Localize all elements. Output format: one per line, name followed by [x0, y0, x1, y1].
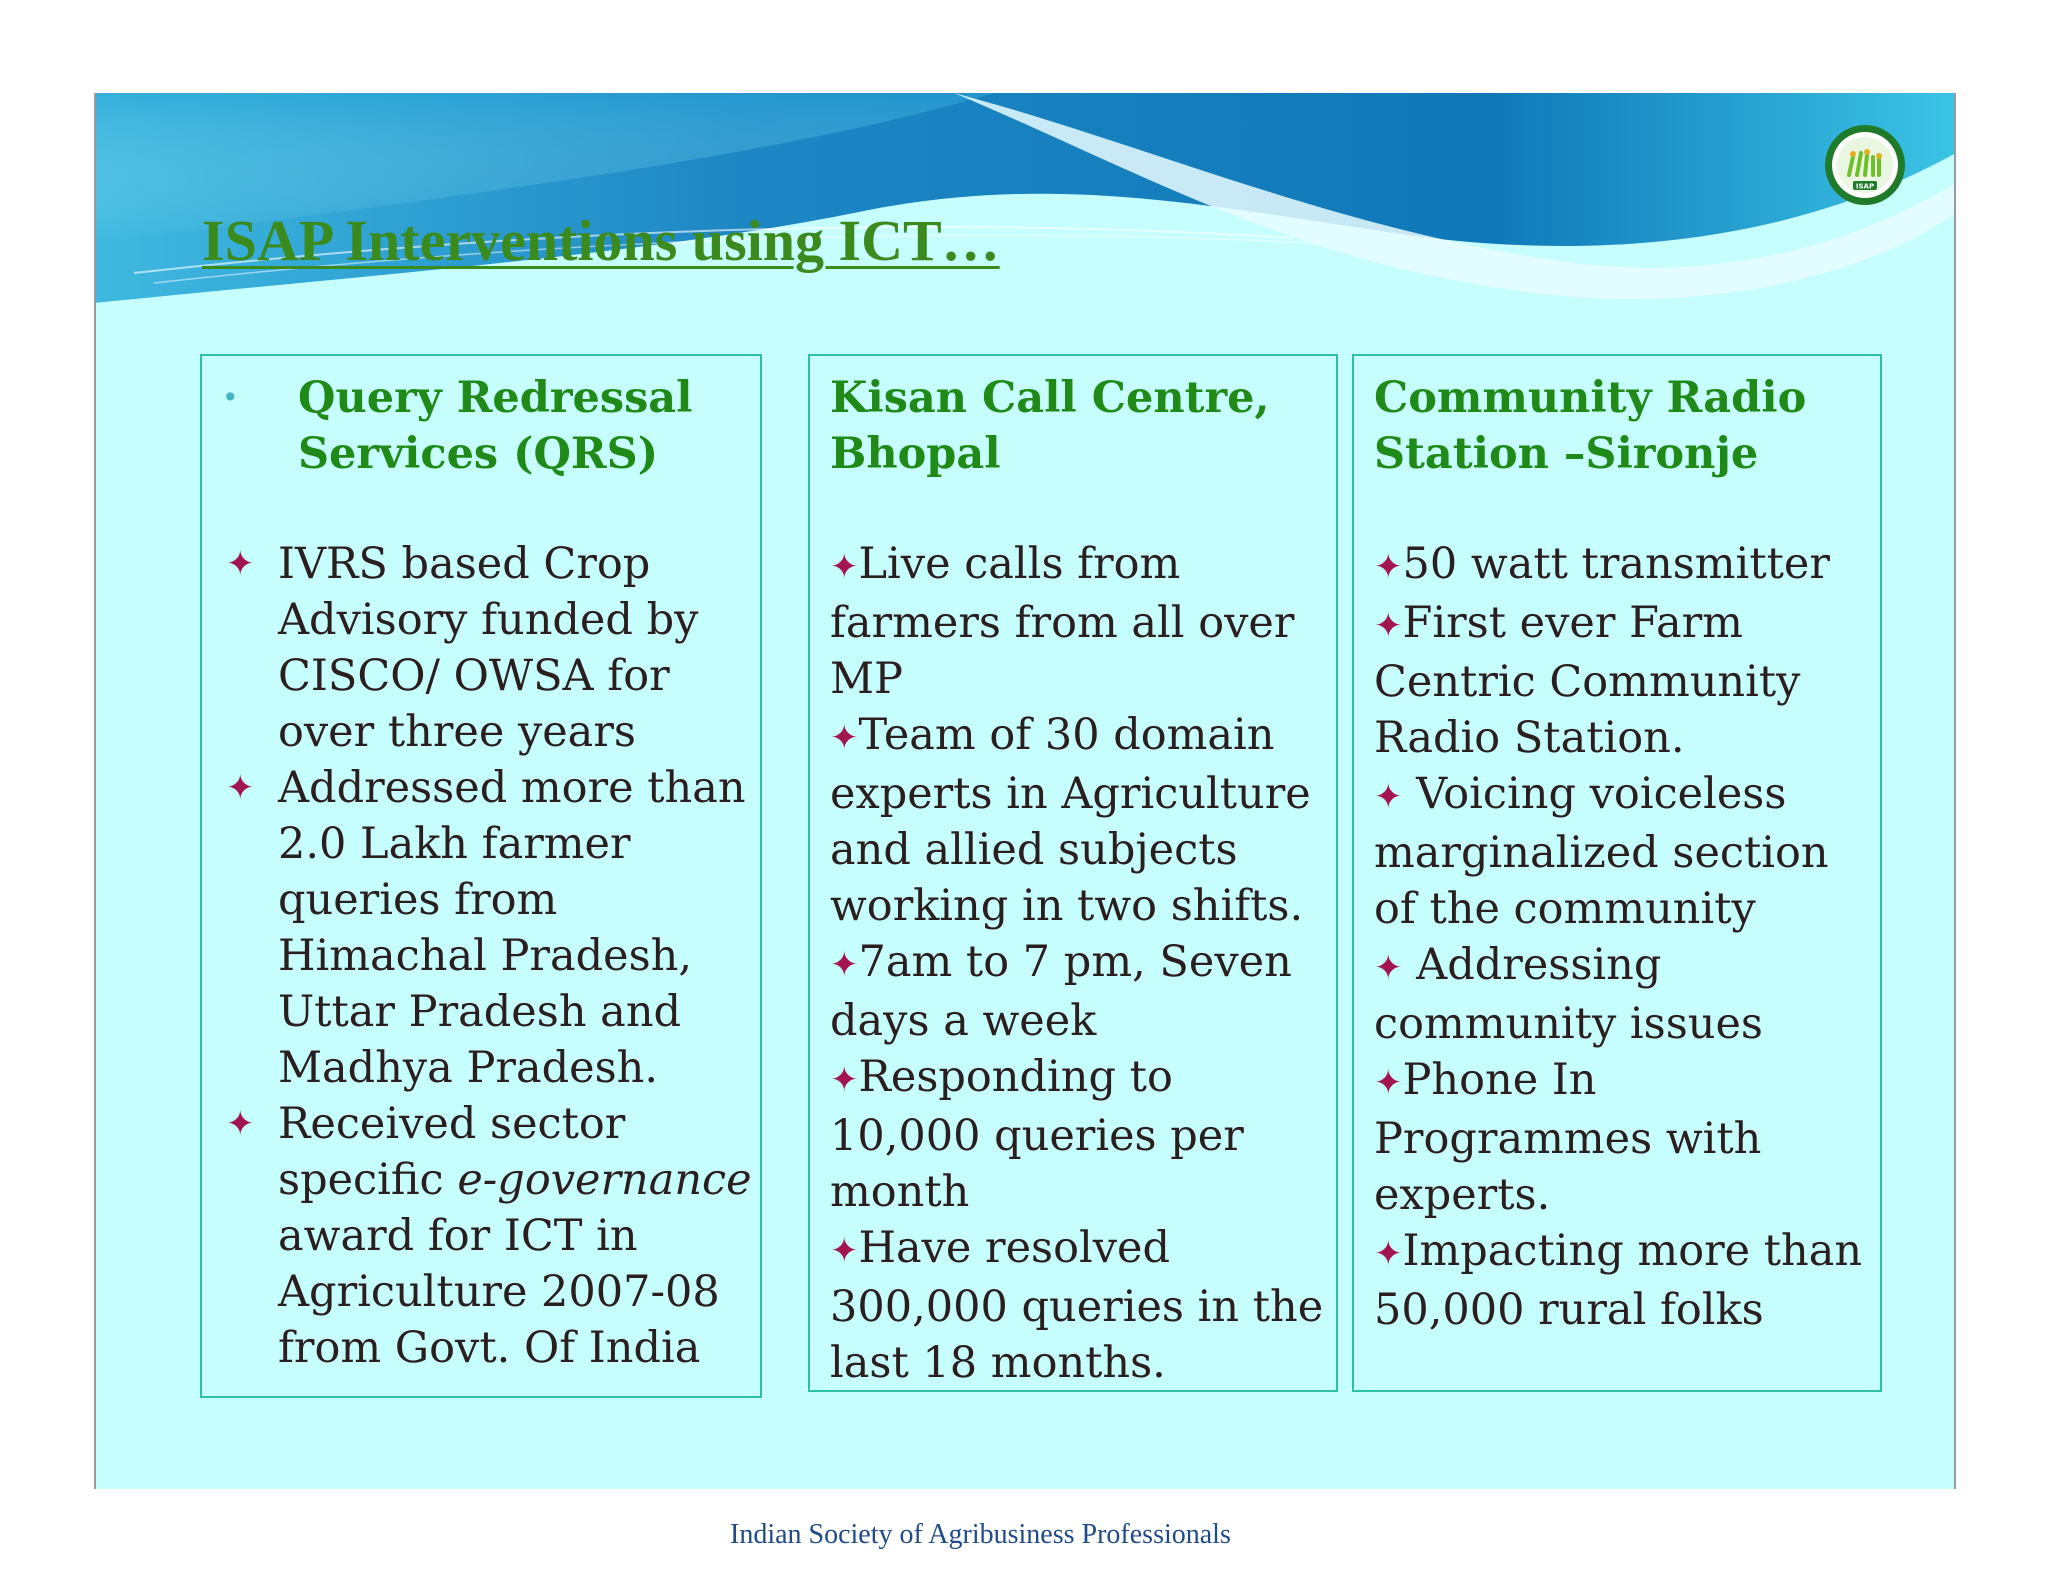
- panel-heading: Kisan Call Centre, Bhopal: [830, 373, 1270, 479]
- four-point-star-icon: ✦: [1374, 948, 1403, 988]
- isap-logo: [1823, 123, 1907, 207]
- list-item-text: Have resolved 300,000 queries in the last 18 months.: [830, 1223, 1324, 1388]
- four-point-star-icon: ✦: [830, 718, 859, 758]
- list-item-text: [278, 1099, 752, 1373]
- list-item-text: Impacting more than 50,000 rural folks: [1374, 1226, 1863, 1335]
- list-item: [222, 1096, 752, 1376]
- panel-heading: Query Redressal Services (QRS): [298, 373, 693, 479]
- bullet-list: [1374, 536, 1874, 1338]
- four-point-star-icon: ✦: [830, 1231, 859, 1271]
- list-item-text-tail: award for ICT in Agriculture 2007-08 from Govt. Of India: [278, 1211, 720, 1373]
- dot-icon: •: [222, 381, 239, 414]
- four-point-star-icon: ✦: [226, 1104, 255, 1144]
- panel-community-radio: [1352, 354, 1882, 1392]
- four-point-star-icon: ✦: [1374, 547, 1403, 587]
- list-item: [830, 1220, 1330, 1391]
- list-item: [1374, 766, 1874, 937]
- list-item-text: First ever Farm Centric Community Radio Station.: [1374, 598, 1801, 763]
- panel-kisan-call-centre: [808, 354, 1338, 1392]
- list-item-text: Team of 30 domain experts in Agriculture and allied subjects working in two shifts.: [830, 710, 1311, 931]
- list-item-text: Live calls from farmers from all over MP: [830, 539, 1295, 704]
- list-item-text-italic: e-governance: [457, 1155, 752, 1205]
- list-item-text: Voicing voiceless marginalized section of the community: [1374, 769, 1829, 934]
- four-point-star-icon: ✦: [830, 547, 859, 587]
- logo-text: ISAP: [1855, 182, 1875, 191]
- list-item: [222, 760, 752, 1096]
- list-item: [1374, 1052, 1874, 1223]
- panel-qrs: [200, 354, 762, 1398]
- four-point-star-icon: ✦: [1374, 777, 1403, 817]
- list-item: [830, 1049, 1330, 1220]
- four-point-star-icon: ✦: [1374, 1234, 1403, 1274]
- four-point-star-icon: ✦: [830, 1060, 859, 1100]
- panel-heading: Community Radio Station –Sironje: [1374, 373, 1807, 479]
- list-item-text: Responding to 10,000 queries per month: [830, 1052, 1244, 1217]
- list-item: [1374, 536, 1874, 595]
- four-point-star-icon: ✦: [1374, 1063, 1403, 1103]
- four-point-star-icon: ✦: [226, 768, 255, 808]
- list-item-text: IVRS based Crop Advisory funded by CISCO/ OWSA for over three years: [278, 539, 699, 757]
- list-item-text: Addressed more than 2.0 Lakh farmer queries from Himachal Pradesh, Uttar Pradesh and Madhya Pradesh.: [278, 763, 746, 1093]
- footer-organization: Indian Society of Agribusiness Professionals: [730, 1519, 1231, 1550]
- list-item: [1374, 595, 1874, 766]
- list-item: [222, 536, 752, 760]
- list-item: [830, 707, 1330, 934]
- four-point-star-icon: ✦: [1374, 606, 1403, 646]
- list-item-text: 7am to 7 pm, Seven days a week: [830, 937, 1292, 1046]
- list-item-text: 50 watt transmitter: [1402, 539, 1830, 589]
- list-item-text: Phone In Programmes with experts.: [1374, 1055, 1762, 1220]
- bullet-list: [222, 536, 752, 1376]
- four-point-star-icon: ✦: [226, 544, 255, 584]
- list-item: [1374, 1223, 1874, 1338]
- list-item-text: Addressing community issues: [1374, 940, 1763, 1049]
- bullet-list: [830, 536, 1330, 1391]
- list-item: [830, 536, 1330, 707]
- list-item: [830, 934, 1330, 1049]
- page-title: ISAP Interventions using ICT…: [202, 208, 1000, 273]
- four-point-star-icon: ✦: [830, 945, 859, 985]
- list-item-text-lead: Received sector specific: [278, 1099, 626, 1205]
- list-item: [1374, 937, 1874, 1052]
